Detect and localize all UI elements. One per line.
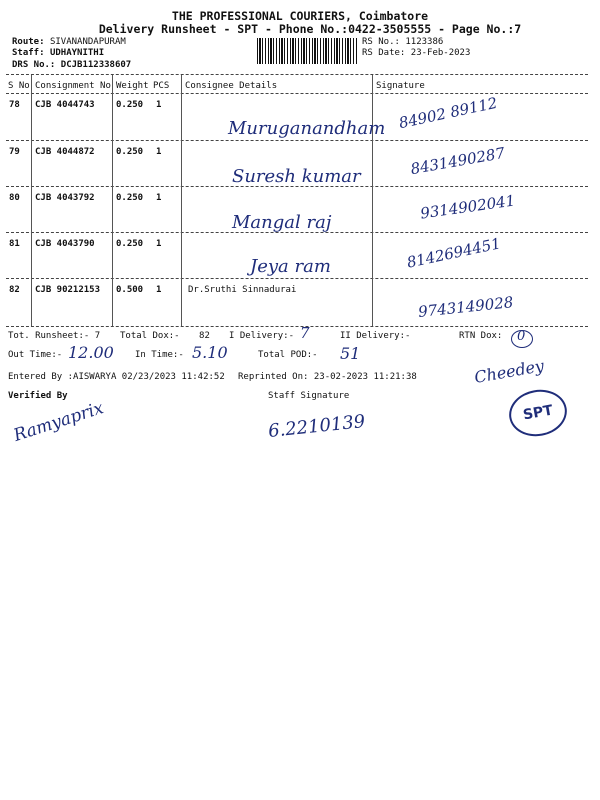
in-time-handwritten: 5.10 — [192, 343, 228, 362]
verified-by-label: Verified By — [8, 391, 68, 401]
reprinted-on: Reprinted On: 23-02-2023 11:21:38 — [238, 372, 417, 382]
drs-line — [12, 60, 131, 70]
table-bottom-rule — [6, 326, 588, 327]
handwritten-signature: 9314902041 — [419, 191, 517, 223]
verified-by-signature: Ramyaprix — [11, 398, 107, 446]
drs-label: DRS No.: — [12, 60, 56, 70]
row-pcs: 1 — [156, 100, 162, 110]
rs-date-line — [362, 48, 470, 58]
rs-no-label: RS No.: — [362, 37, 400, 47]
handwritten-signature: 8142694451 — [405, 234, 503, 272]
entered-by: Entered By :AISWARYA 02/23/2023 11:42:52 — [8, 372, 225, 382]
drs-value: DCJB112338607 — [60, 60, 132, 70]
row-weight: 0.250 — [116, 239, 144, 249]
row-consignment: CJB 4043790 — [35, 239, 95, 249]
row-sno: 80 — [9, 193, 20, 203]
staff-signature-label: Staff Signature — [268, 391, 350, 401]
col-consignment: Consignment No — [35, 81, 111, 91]
company-title: THE PROFESSIONAL COURIERS, Coimbatore — [171, 9, 429, 23]
row-sno: 81 — [9, 239, 20, 249]
col-pcs: PCS — [153, 81, 170, 91]
row-rule — [6, 140, 588, 141]
total-runsheet — [8, 331, 100, 341]
row-sno: 78 — [9, 100, 20, 110]
rs-date-value: 23-Feb-2023 — [410, 48, 471, 58]
total-runsheet-value: 7 — [94, 331, 101, 341]
total-pod-label: Total POD:- — [258, 350, 318, 360]
handwritten-name: Jeya ram — [250, 256, 331, 277]
ii-delivery — [340, 331, 410, 341]
row-sno: 79 — [9, 147, 20, 157]
spt-stamp: SPT — [505, 385, 570, 440]
out-time-label: Out Time:- — [8, 350, 63, 360]
col-consignee: Consignee Details — [185, 81, 278, 91]
i-delivery-handwritten: 7 — [300, 324, 310, 342]
rtn-dox-handwritten: 0 — [517, 329, 526, 344]
staff-signature: 6.2210139 — [267, 410, 367, 443]
row-weight: 0.250 — [116, 193, 144, 203]
col-sno: S No — [8, 81, 30, 91]
total-dox — [120, 331, 210, 341]
in-time — [135, 350, 184, 360]
row-consignment: CJB 4044743 — [35, 100, 95, 110]
route-value: SIVANANDAPURAM — [49, 37, 126, 47]
column-divider — [112, 75, 113, 326]
staff-line — [12, 48, 104, 58]
col-weight: Weight — [116, 81, 149, 91]
total-pod — [258, 350, 318, 360]
row-weight: 0.250 — [116, 100, 144, 110]
route-line — [12, 37, 126, 47]
rs-date-label: RS Date: — [362, 48, 406, 58]
row-consignment: CJB 4043792 — [35, 193, 95, 203]
row-consignee: Dr.Sruthi Sinnadurai — [188, 285, 297, 295]
handwritten-name: Muruganandham — [228, 118, 386, 139]
runsheet-subtitle: Delivery Runsheet - SPT - Phone No.:0422-3505555 - Page No.:7 — [98, 22, 522, 36]
staff-value: UDHAYNITHI — [49, 48, 105, 58]
total-pod-handwritten: 51 — [340, 344, 361, 363]
route-label: Route: — [12, 37, 45, 47]
row-rule — [6, 278, 588, 279]
row-pcs: 1 — [156, 193, 162, 203]
staff-label: Staff: — [12, 48, 45, 58]
table-header-rule — [6, 93, 588, 94]
corner-signature: Cheedey — [472, 356, 546, 387]
row-consignment: CJB 90212153 — [35, 285, 101, 295]
total-dox-value: 82 — [199, 331, 210, 341]
handwritten-name: Suresh kumar — [232, 166, 361, 187]
barcode — [257, 38, 357, 64]
column-divider — [372, 75, 373, 326]
table-top-rule — [6, 74, 588, 75]
handwritten-signature: 84902 89112 — [397, 93, 499, 133]
row-pcs: 1 — [156, 285, 162, 295]
column-divider — [181, 75, 182, 326]
ii-delivery-label: II Delivery:- — [340, 331, 411, 341]
rtn-dox — [459, 331, 502, 341]
rs-no-line — [362, 37, 443, 47]
row-weight: 0.500 — [116, 285, 144, 295]
row-sno: 82 — [9, 285, 20, 295]
handwritten-name: Mangal raj — [232, 212, 332, 233]
i-delivery — [229, 331, 294, 341]
row-pcs: 1 — [156, 239, 162, 249]
column-divider — [31, 75, 32, 326]
handwritten-signature: 9743149028 — [417, 293, 515, 321]
col-signature: Signature — [376, 81, 425, 91]
row-weight: 0.250 — [116, 147, 144, 157]
row-consignment: CJB 4044872 — [35, 147, 95, 157]
in-time-label: In Time:- — [135, 350, 184, 360]
total-runsheet-label: Tot. Runsheet:- — [8, 331, 90, 341]
out-time-handwritten: 12.00 — [68, 343, 114, 362]
out-time — [8, 350, 62, 360]
handwritten-signature: 8431490287 — [409, 143, 507, 179]
rtn-dox-label: RTN Dox: — [459, 331, 503, 341]
total-dox-label: Total Dox:- — [120, 331, 180, 341]
i-delivery-label: I Delivery:- — [229, 331, 295, 341]
row-pcs: 1 — [156, 147, 162, 157]
rs-no-value: 1123386 — [405, 37, 444, 47]
